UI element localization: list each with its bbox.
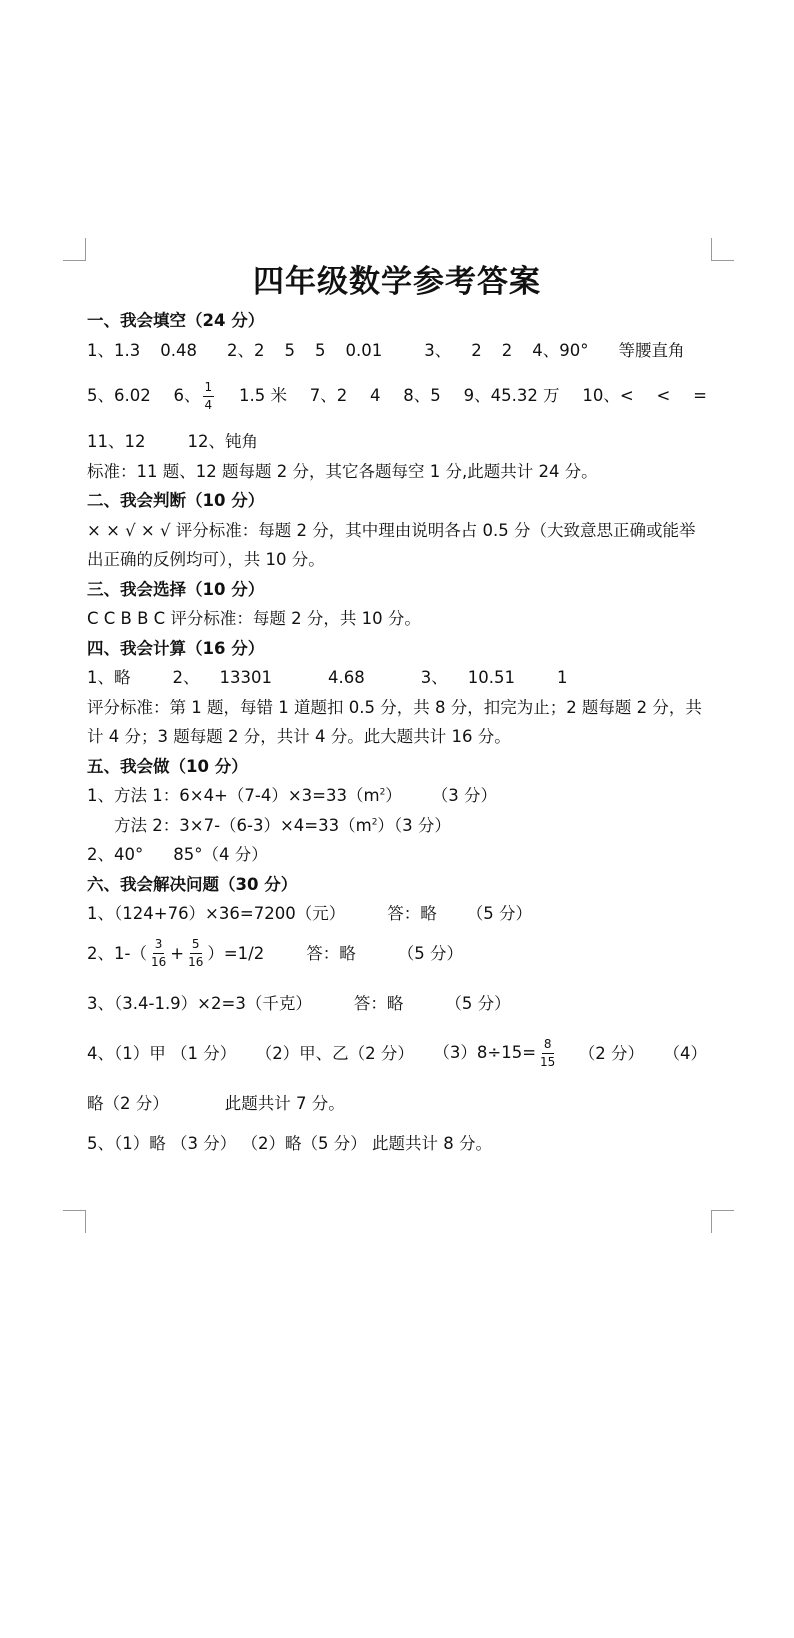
superscript-2: 2 bbox=[371, 817, 378, 827]
angle-answer-b: 85°（4 分） bbox=[173, 845, 268, 864]
section-4-heading: 四、我会计算（16 分） bbox=[87, 638, 265, 658]
s1-scoring: 标准：11 题、12 题每题 2 分，其它各题每空 1 分,此题共计 24 分。 bbox=[87, 461, 598, 481]
fraction-denominator: 15 bbox=[540, 1055, 556, 1069]
answer-10a: 10、< bbox=[582, 386, 634, 406]
s1-line-2 bbox=[87, 365, 707, 427]
s6-line-6: 5、（1）略 （3 分） （2）略（5 分） 此题共计 8 分。 bbox=[87, 1133, 492, 1153]
crop-mark-top-left bbox=[63, 238, 86, 261]
method-2-score: ）（3 分） bbox=[377, 815, 451, 835]
answer-12: 12、钝角 bbox=[187, 432, 258, 451]
s6-line-2 bbox=[87, 929, 707, 979]
answer-4b: 等腰直角 bbox=[618, 340, 685, 360]
fraction-numerator: 8 bbox=[542, 1037, 554, 1054]
calc-3a: 10.51 bbox=[467, 668, 515, 687]
s1-line-1 bbox=[87, 336, 707, 366]
answer-7a: 7、2 bbox=[309, 386, 348, 406]
answer-7b: 4 bbox=[370, 386, 381, 406]
problem-4-part-2: （2）甲、乙（2 分） bbox=[255, 1043, 414, 1063]
fraction-five-sixteenths bbox=[186, 937, 205, 970]
s6-line-1 bbox=[87, 899, 707, 929]
calc-3-label: 3、 bbox=[420, 668, 448, 687]
calc-1: 1、略 bbox=[87, 668, 131, 687]
problem-4-part-3-expression: （3）8÷15= bbox=[433, 1043, 537, 1062]
problem-3-answer: 答：略 bbox=[353, 993, 404, 1013]
answer-6b: 1.5 米 bbox=[238, 386, 287, 406]
problem-1-expression: 1、（124+76）×36=7200（元） bbox=[87, 904, 346, 923]
answer-1b: 0.48 bbox=[160, 340, 197, 360]
problem-1-answer: 答：略 bbox=[387, 904, 437, 923]
fraction-one-quarter bbox=[203, 380, 215, 413]
answer-3b: 2 bbox=[501, 340, 513, 360]
s6-line-5 bbox=[87, 1079, 707, 1129]
s5-line-2 bbox=[87, 811, 707, 841]
method-1-score: （3 分） bbox=[431, 786, 498, 805]
fraction-numerator: 5 bbox=[190, 937, 202, 954]
method-2-expression: 方法 2：3×7-（6-3）×4=33（m bbox=[114, 815, 372, 835]
answer-2a: 2、2 bbox=[227, 340, 265, 360]
calc-2b: 4.68 bbox=[328, 668, 365, 687]
s4-scoring: 评分标准：第 1 题，每错 1 道题扣 0.5 分，共 8 分，扣完为止；2 题每题 2 分，共计 4 分；3 题每题 2 分，共计 4 分。此大题共计 16 分。 bbox=[87, 697, 702, 746]
problem-2-result: ）=1/2 bbox=[207, 943, 265, 963]
calc-2a: 13301 bbox=[219, 668, 272, 687]
calc-2-label: 2、 bbox=[172, 668, 200, 687]
superscript-2: 2 bbox=[379, 787, 386, 798]
answer-8: 8、5 bbox=[403, 386, 441, 406]
answer-11: 11、12 bbox=[87, 432, 146, 451]
problem-4-part-3 bbox=[433, 1037, 559, 1070]
fraction-denominator: 4 bbox=[204, 397, 213, 412]
s6-line-3 bbox=[87, 979, 707, 1029]
method-1-close: ） bbox=[385, 786, 402, 805]
problem-2-expression: 2、1-（ bbox=[87, 943, 147, 963]
s5-line-1 bbox=[87, 781, 707, 811]
problem-3-expression: 3、（3.4-1.9）×2=3（千克） bbox=[87, 993, 312, 1013]
calc-3b: 1 bbox=[557, 668, 568, 687]
answer-6-label: 6、 bbox=[173, 385, 201, 405]
answer-6 bbox=[174, 380, 217, 413]
s6-line-4 bbox=[87, 1029, 707, 1079]
problem-1-score: （5 分） bbox=[466, 904, 532, 923]
document-title: 四年级数学参考答案 bbox=[253, 264, 541, 300]
answer-5: 5、6.02 bbox=[87, 386, 151, 406]
answer-4a: 4、90° bbox=[532, 340, 589, 360]
fraction-eight-fifteenths bbox=[538, 1037, 557, 1070]
problem-3-score: （5 分） bbox=[445, 993, 511, 1013]
fraction-denominator: 16 bbox=[150, 955, 167, 969]
problem-4-part-1: 4、（1）甲 （1 分） bbox=[87, 1043, 237, 1063]
answer-2d: 0.01 bbox=[345, 340, 383, 360]
fraction-numerator: 3 bbox=[153, 937, 165, 954]
problem-4-part-4-label: （4） bbox=[663, 1043, 707, 1063]
problem-4-total: 此题共计 7 分。 bbox=[224, 1093, 345, 1113]
s2-line-1: × × √ × √ 评分标准：每题 2 分，其中理由说明各占 0.5 分（大致意思正确或能举出正确的反例均可），共 10 分。 bbox=[87, 520, 696, 569]
answer-3a: 2 bbox=[471, 340, 482, 360]
section-6-heading: 六、我会解决问题（30 分） bbox=[87, 874, 298, 894]
crop-mark-bottom-right bbox=[711, 1210, 734, 1233]
method-1-expression: 1、方法 1：6×4+（7-4）×3=33（m bbox=[87, 786, 380, 805]
problem-2-score: （5 分） bbox=[397, 943, 463, 963]
problem-4-part-4: 略（2 分） bbox=[87, 1093, 169, 1113]
plus-sign: + bbox=[170, 943, 185, 963]
section-3-heading: 三、我会选择（10 分） bbox=[87, 579, 265, 599]
fraction-numerator: 1 bbox=[203, 380, 215, 397]
fraction-three-sixteenths bbox=[149, 937, 168, 970]
s4-line-1 bbox=[87, 663, 707, 693]
answer-10c: = bbox=[693, 386, 707, 406]
crop-mark-top-right bbox=[711, 238, 734, 261]
section-1-heading: 一、我会填空（24 分） bbox=[87, 311, 265, 330]
crop-mark-bottom-left bbox=[63, 1210, 86, 1233]
answer-2c: 5 bbox=[315, 340, 326, 360]
answer-1a: 1、1.3 bbox=[87, 340, 141, 360]
answer-3-label: 3、 bbox=[424, 340, 452, 360]
angle-answer-a: 2、40° bbox=[87, 845, 144, 864]
answer-10b: < bbox=[656, 386, 671, 406]
problem-4-part-3-score: （2 分） bbox=[578, 1043, 645, 1063]
s1-line-3 bbox=[87, 427, 707, 457]
s3-line-1: C C B B C 评分标准：每题 2 分，共 10 分。 bbox=[87, 609, 421, 628]
problem-2-answer: 答：略 bbox=[306, 943, 356, 963]
s5-line-3 bbox=[87, 840, 707, 870]
document-body bbox=[87, 262, 707, 1158]
section-5-heading: 五、我会做（10 分） bbox=[87, 756, 248, 776]
answer-2b: 5 bbox=[284, 340, 295, 360]
fraction-denominator: 16 bbox=[188, 955, 204, 969]
section-2-heading: 二、我会判断（10 分） bbox=[87, 491, 265, 510]
answer-9: 9、45.32 万 bbox=[463, 386, 560, 406]
